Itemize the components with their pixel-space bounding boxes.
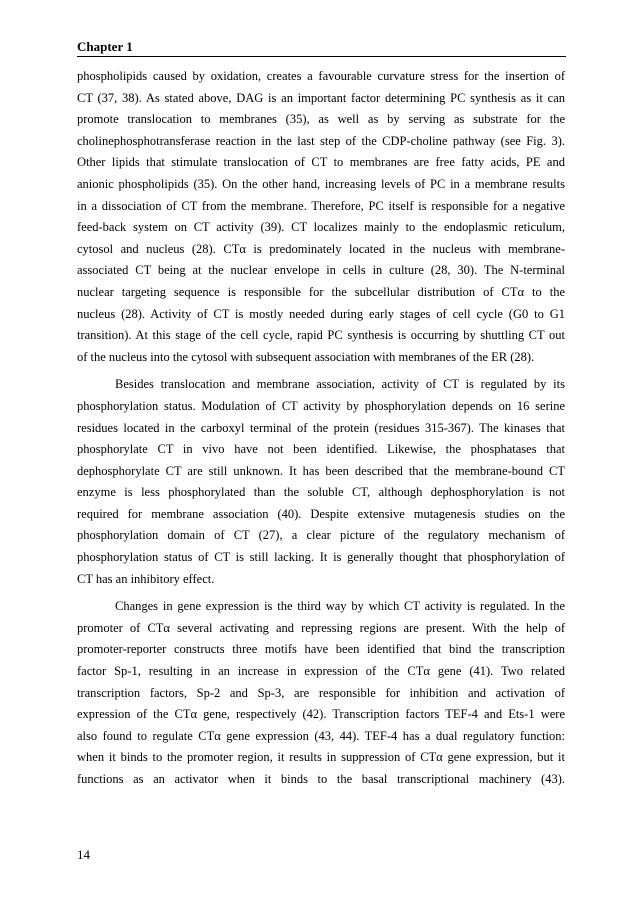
text-line: phosphorylation status of CT is still lacking. It is generally thought that phosphorylation of — [77, 550, 565, 565]
text-line: dephosphorylate CT are still unknown. It has been described that the membrane-bound CT — [77, 463, 565, 478]
text-line: residues located in the carboxyl terminal of the protein (residues 315-367). The kinases that — [77, 420, 565, 435]
text-line: Changes in gene expression is the third way by which CT activity is regulated. In the — [115, 599, 565, 614]
body-text — [77, 66, 565, 791]
text-line: in a dissociation of CT from the membrane. Therefore, PC itself is responsible for a negative — [77, 198, 565, 213]
text-line: cholinephosphotransferase reaction in the last step of the CDP-choline pathway (see Fig. 3). — [77, 133, 565, 148]
paragraph-2 — [77, 374, 565, 590]
text-line: expression of the CTα gene, respectively (42). Transcription factors TEF-4 and Ets-1 were — [77, 707, 565, 722]
paragraph-1 — [77, 66, 565, 368]
text-line: enzyme is less phosphorylated than the soluble CT, although dephosphorylation is not — [77, 485, 565, 500]
text-line: when it binds to the promoter region, it results in suppression of CTα gene expression, but it — [77, 750, 565, 765]
text-line: cytosol and nucleus (28). CTα is predominately located in the nucleus with membrane- — [77, 241, 565, 256]
text-line: of the nucleus into the cytosol with subsequent association with membranes of the ER (28). — [77, 349, 535, 364]
text-line: promoter of CTα several activating and repressing regions are present. With the help of — [77, 620, 565, 635]
text-line: transition). At this stage of the cell cycle, rapid PC synthesis is occurring by shuttling CT out — [77, 328, 565, 343]
text-line: phosphorylation domain of CT (27), a clear picture of the regulatory mechanism of — [77, 528, 565, 543]
text-line: CT has an inhibitory effect. — [77, 571, 215, 586]
text-line: nuclear targeting sequence is responsible for the subcellular distribution of CTα to the — [77, 284, 565, 299]
text-line: associated CT being at the nuclear envelope in cells in culture (28, 30). The N-terminal — [77, 263, 565, 278]
text-line: promoter-reporter constructs three motifs have been identified that bind the transcription — [77, 642, 565, 657]
text-line: required for membrane association (40). Despite extensive mutagenesis studies on the — [77, 506, 565, 521]
text-line: feed-back system on CT activity (39). CT localizes mainly to the endoplasmic reticulum, — [77, 220, 565, 235]
text-line: promote translocation to membranes (35), as well as by serving as substrate for the — [77, 112, 565, 127]
text-line: Other lipids that stimulate translocation of CT to membranes are free fatty acids, PE and — [77, 155, 565, 170]
text-line: nucleus (28). Activity of CT is mostly needed during early stages of cell cycle (G0 to G1 — [77, 306, 565, 321]
running-header — [77, 40, 566, 57]
text-line: CT (37, 38). As stated above, DAG is an important factor determining PC synthesis as it can — [77, 90, 565, 105]
text-line: factor Sp-1, resulting in an increase in expression of the CTα gene (41). Two related — [77, 664, 565, 679]
chapter-title: Chapter 1 — [77, 39, 133, 54]
text-line: functions as an activator when it binds to the basal transcriptional machinery (43). — [77, 772, 565, 786]
text-line: Besides translocation and membrane association, activity of CT is regulated by its — [115, 377, 565, 392]
text-line: transcription factors, Sp-2 and Sp-3, are responsible for inhibition and activation of — [77, 685, 565, 700]
text-line: phospholipids caused by oxidation, creates a favourable curvature stress for the insertion of — [77, 69, 565, 83]
text-line: anionic phospholipids (35). On the other hand, increasing levels of PC in a membrane results — [77, 176, 565, 191]
text-line: also found to regulate CTα gene expression (43, 44). TEF-4 has a dual regulatory function: — [77, 728, 565, 743]
paragraph-3 — [77, 596, 565, 790]
text-line: phosphorylation status. Modulation of CT activity by phosphorylation depends on 16 serine — [77, 398, 565, 413]
text-line: phosphorylate CT in vivo have not been identified. Likewise, the phosphatases that — [77, 442, 565, 457]
page-number: 14 — [77, 847, 90, 862]
